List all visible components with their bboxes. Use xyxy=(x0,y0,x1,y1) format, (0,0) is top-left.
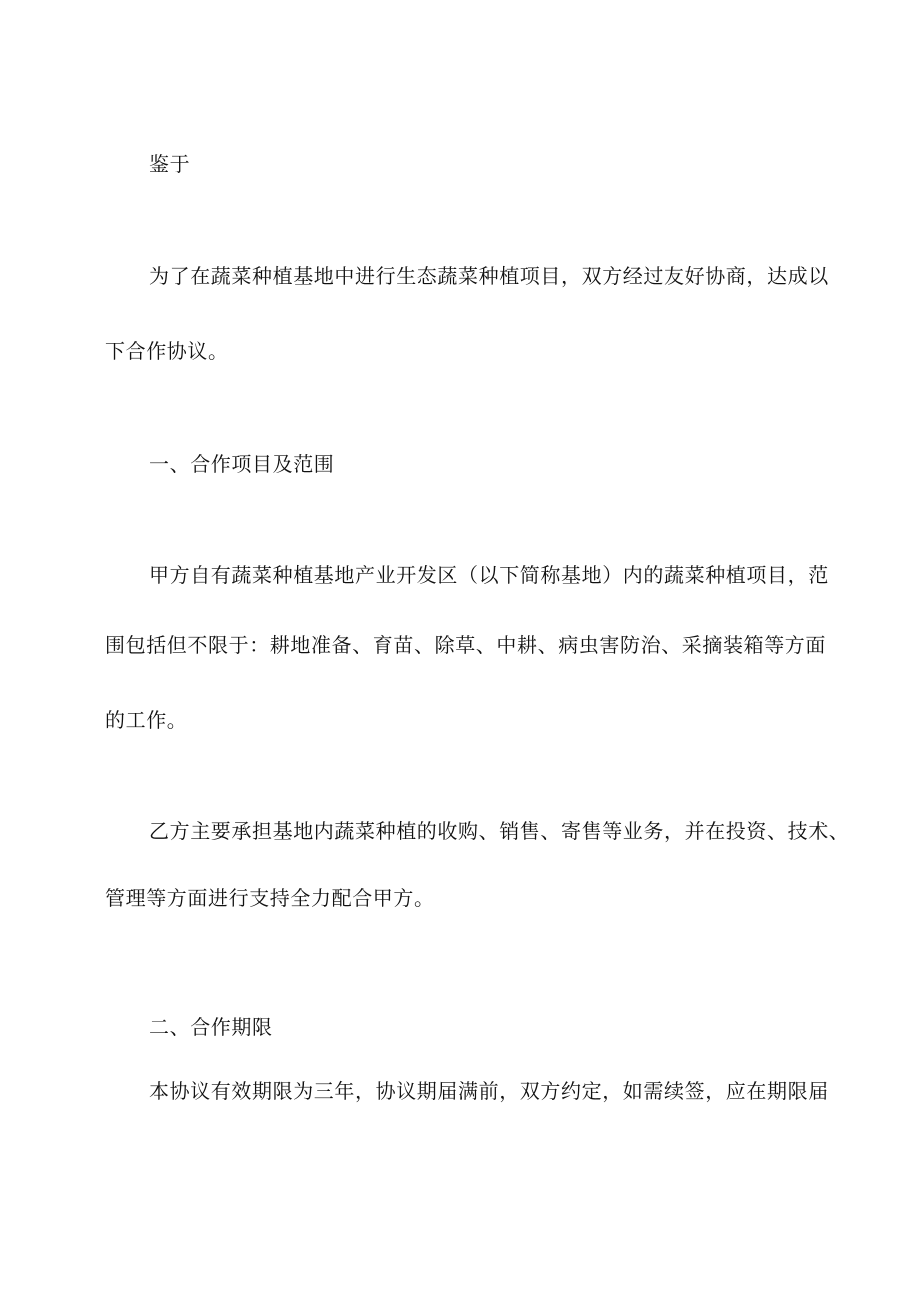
section-1-para-2-line-1: 乙方主要承担基地内蔬菜种植的收购、销售、寄售等业务，并在投资、技术、 xyxy=(149,819,850,843)
section-1-para-2-line-2: 管理等方面进行支持全力配合甲方。 xyxy=(105,886,435,910)
intro-line-1: 为了在蔬菜种植基地中进行生态蔬菜种植项目，双方经过友好协商，达成以 xyxy=(149,264,829,288)
intro-line-2: 下合作协议。 xyxy=(105,339,229,363)
section-2-para-1-line-1: 本协议有效期限为三年，协议期届满前，双方约定，如需续签，应在期限届 xyxy=(149,1079,829,1103)
section-1-heading: 一、合作项目及范围 xyxy=(149,452,335,476)
section-1-para-1-line-2: 围包括但不限于：耕地准备、育苗、除草、中耕、病虫害防治、采摘装箱等方面 xyxy=(105,633,826,657)
section-2-heading: 二、合作期限 xyxy=(149,1015,273,1039)
section-1-para-1-line-1: 甲方自有蔬菜种植基地产业开发区（以下简称基地）内的蔬菜种植项目，范 xyxy=(149,563,829,587)
section-1-para-1-line-3: 的工作。 xyxy=(105,708,188,732)
preamble-text: 鉴于 xyxy=(149,152,191,176)
